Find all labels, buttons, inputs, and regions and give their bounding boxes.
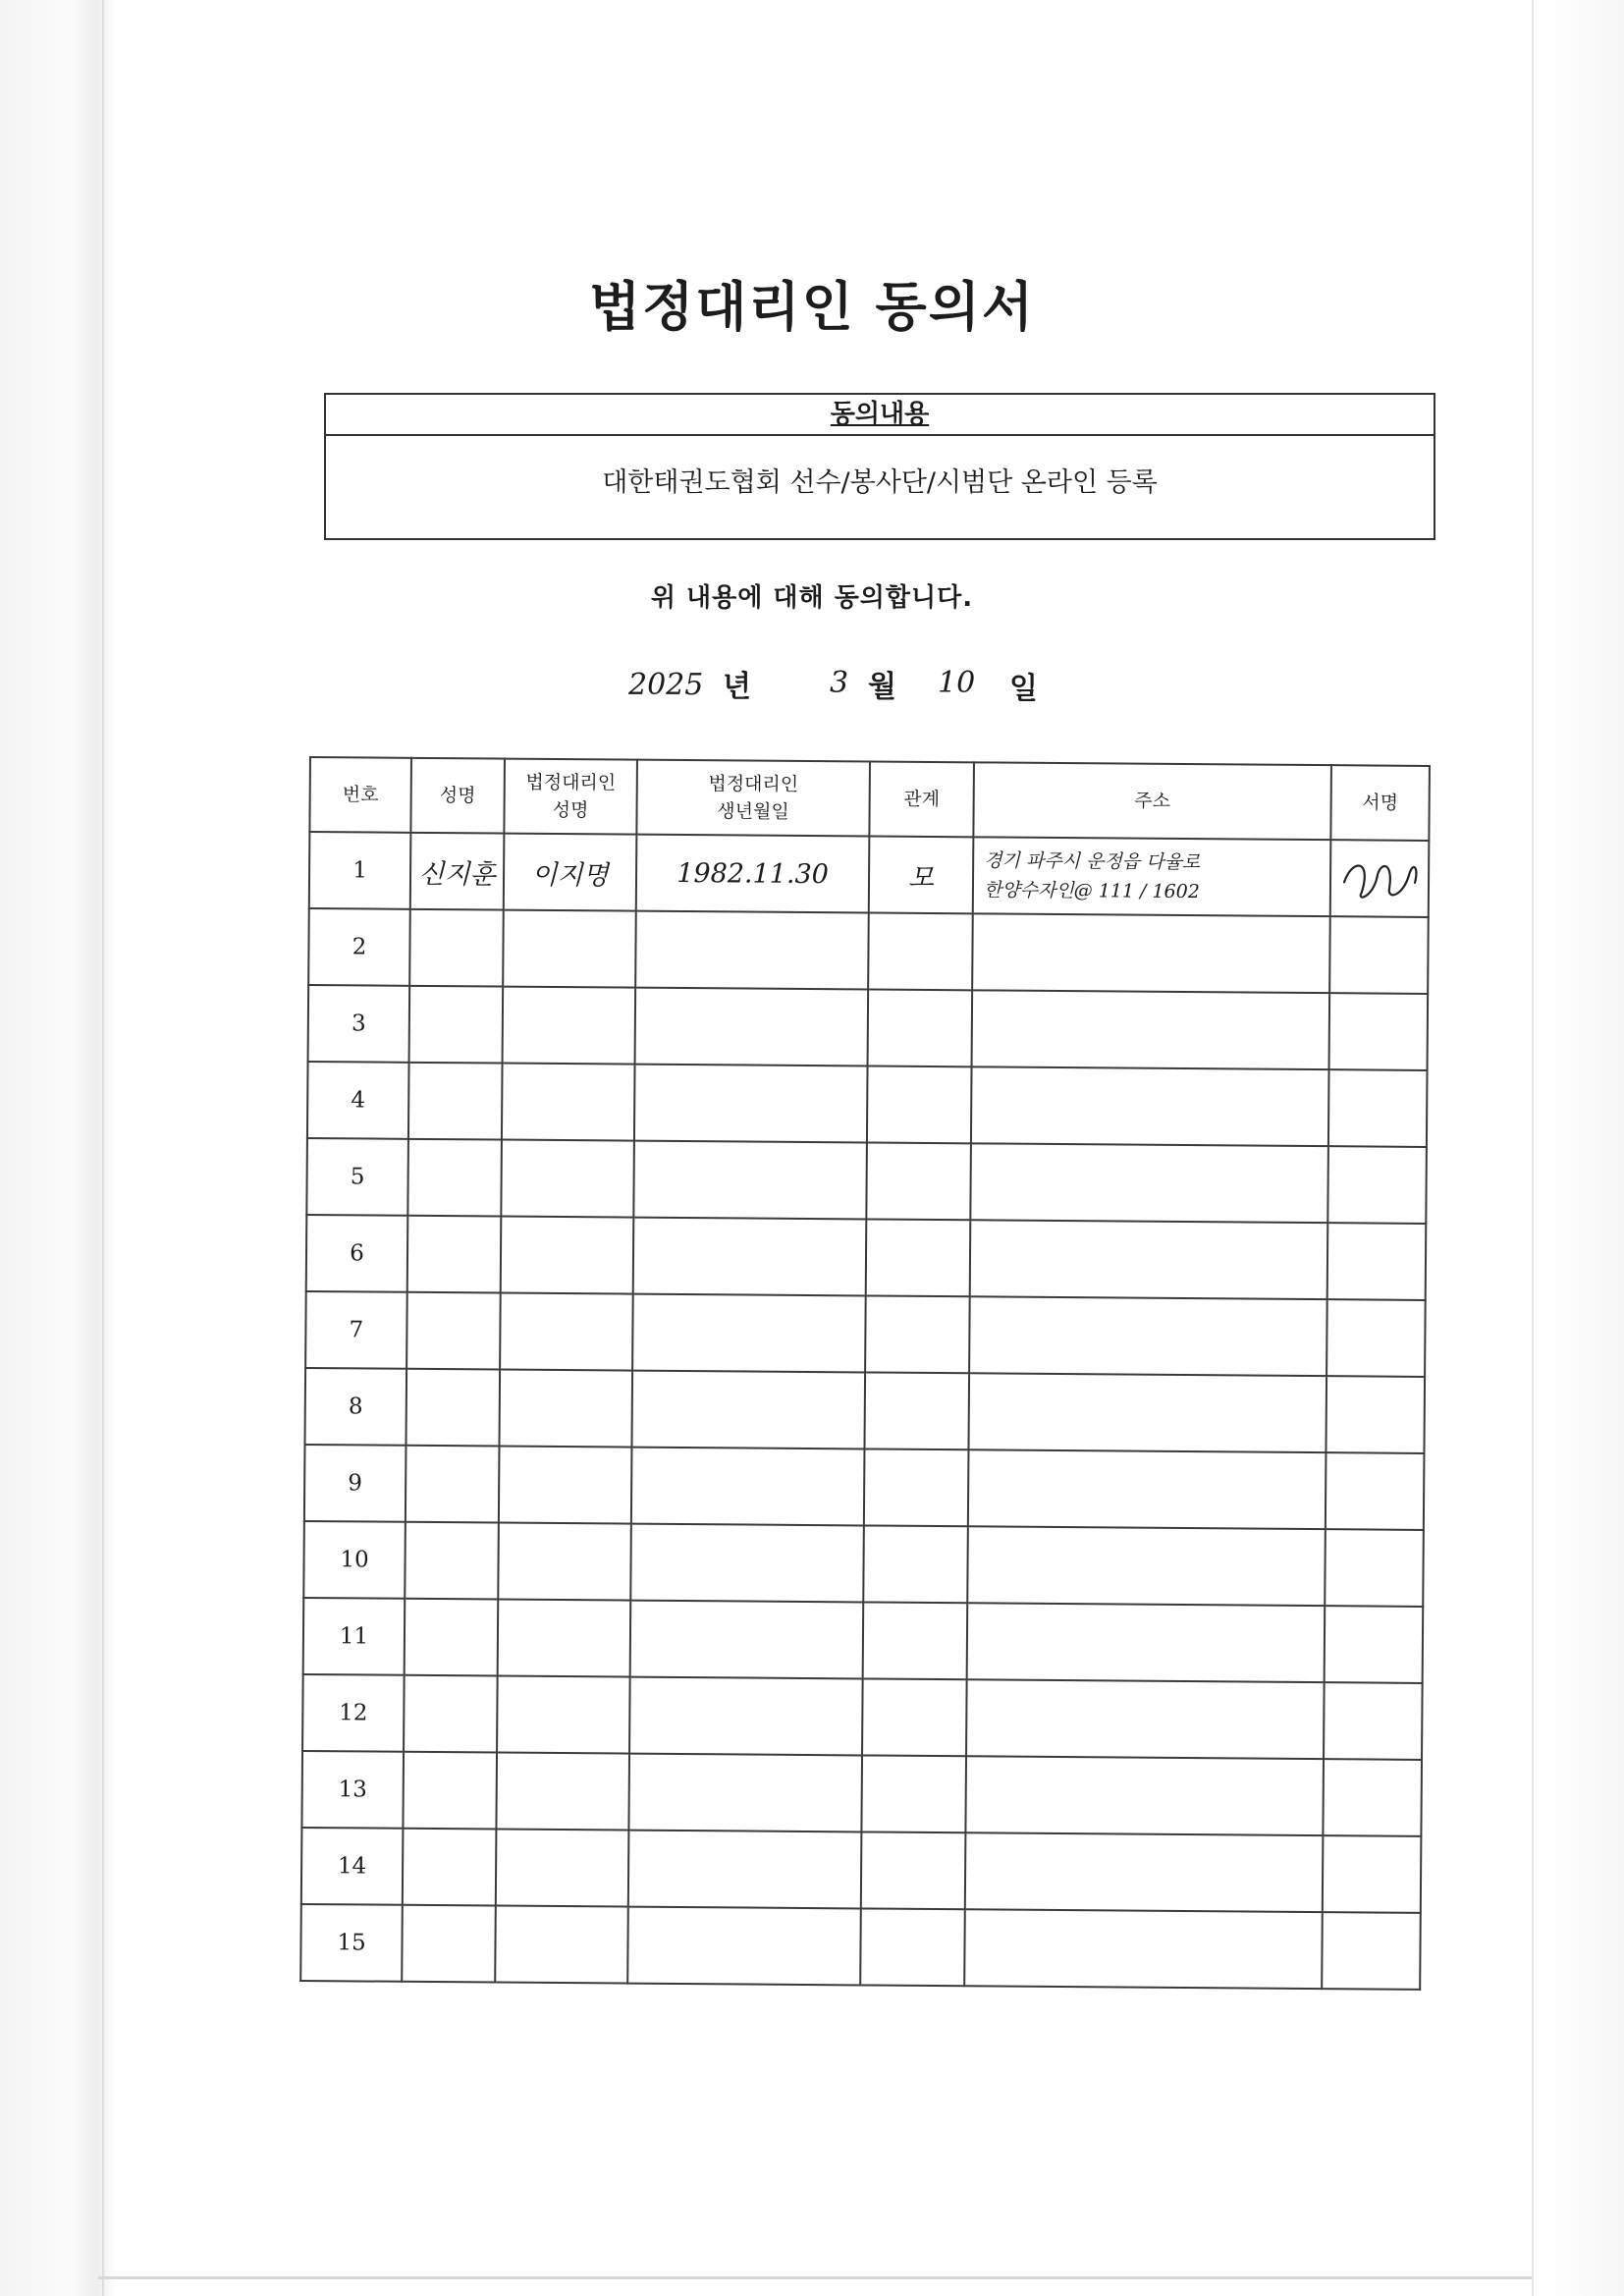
row-name	[403, 1752, 497, 1830]
consent-header	[326, 395, 1434, 436]
row-address	[968, 1373, 1326, 1452]
row-relation: 모	[869, 836, 974, 913]
row-address	[970, 1143, 1328, 1223]
row-relation	[860, 1908, 965, 1986]
row-guardian-name	[503, 910, 636, 988]
row-relation	[861, 1755, 966, 1832]
row-relation	[866, 1142, 971, 1220]
header-guardian-name: 법정대리인 성명	[504, 759, 637, 835]
row-name	[405, 1522, 499, 1600]
row-relation	[864, 1449, 969, 1526]
row-guardian-birth	[628, 1754, 862, 1832]
row-name	[407, 1216, 502, 1293]
agree-statement: 위 내용에 대해 동의합니다.	[650, 583, 974, 613]
row-guardian-name	[503, 987, 636, 1065]
row-relation	[866, 1219, 971, 1296]
table-row	[303, 1598, 1424, 1683]
row-guardian-name	[497, 1676, 630, 1754]
row-guardian-name	[496, 1830, 629, 1907]
row-number: 2	[308, 908, 410, 986]
date-day-label: 일	[1009, 672, 1038, 706]
scan-edge-right	[1534, 0, 1624, 2296]
row-signature	[1323, 1759, 1422, 1836]
consent-content: 대한태권도협회 선수/봉사단/시범단 온라인 등록	[602, 467, 1158, 498]
row-signature	[1329, 993, 1429, 1070]
date-day: 10	[938, 666, 976, 700]
date-month-label: 월	[868, 670, 896, 704]
table-row	[302, 1674, 1423, 1760]
row-signature	[1326, 1376, 1425, 1453]
header-no: 번호	[309, 757, 411, 833]
row-signature	[1322, 1912, 1421, 1990]
row-name	[406, 1369, 500, 1447]
row-number: 7	[305, 1291, 407, 1369]
row-name	[405, 1599, 499, 1676]
table-row	[306, 1215, 1427, 1300]
row-guardian-name	[499, 1370, 632, 1448]
header-relation: 관계	[869, 761, 974, 837]
row-guardian-name	[502, 1064, 635, 1141]
row-guardian-birth	[630, 1524, 864, 1603]
row-guardian-birth	[630, 1601, 864, 1679]
row-relation	[864, 1372, 969, 1449]
date-year: 2025	[628, 668, 704, 702]
row-relation	[868, 912, 973, 990]
consent-header-label: 동의내용	[830, 400, 930, 429]
row-address	[965, 1756, 1324, 1835]
row-guardian-birth	[628, 1831, 862, 1909]
row-guardian-birth	[632, 1294, 866, 1373]
table-row	[304, 1445, 1425, 1530]
table-row	[309, 832, 1430, 917]
table-row	[306, 1138, 1427, 1224]
row-address	[967, 1603, 1326, 1682]
row-name	[406, 1446, 500, 1523]
signature-mark	[1338, 852, 1421, 904]
row-name: 신지훈	[410, 833, 505, 910]
row-name	[409, 986, 504, 1064]
row-signature	[1327, 1223, 1427, 1300]
row-signature	[1323, 1835, 1422, 1913]
date-month: 3	[830, 666, 849, 700]
table-row	[304, 1368, 1425, 1453]
row-number: 14	[301, 1828, 404, 1905]
row-address	[972, 990, 1330, 1069]
row-number: 8	[304, 1368, 406, 1446]
scan-line-left	[102, 0, 104, 2296]
row-number: 12	[302, 1674, 405, 1752]
row-address	[968, 1449, 1326, 1529]
table-row	[308, 985, 1429, 1070]
table-row	[307, 1062, 1428, 1147]
row-address-line: 한양수자인@ 111 / 1602	[983, 879, 1200, 903]
row-number: 1	[309, 832, 411, 909]
row-address	[967, 1526, 1326, 1606]
row-guardian-birth	[629, 1677, 863, 1756]
scan-edge-left	[0, 0, 116, 2296]
row-address	[969, 1296, 1327, 1376]
row-guardian-name	[499, 1447, 632, 1524]
header-signature: 서명	[1330, 765, 1430, 841]
table-header-row	[309, 757, 1430, 841]
row-guardian-birth	[627, 1907, 861, 1986]
table-row	[301, 1828, 1422, 1913]
row-guardian-name	[498, 1600, 631, 1677]
row-address	[964, 1909, 1323, 1989]
row-number: 9	[304, 1445, 406, 1522]
row-signature	[1326, 1452, 1425, 1530]
row-number: 3	[308, 985, 410, 1063]
row-address	[970, 1220, 1328, 1299]
row-address	[973, 837, 1331, 916]
row-name	[403, 1829, 497, 1906]
row-signature	[1328, 1069, 1428, 1147]
row-relation	[861, 1831, 966, 1909]
row-guardian-birth	[633, 1141, 867, 1220]
table-row	[301, 1751, 1422, 1836]
row-guardian-birth	[634, 1065, 868, 1143]
date-year-label: 년	[723, 670, 751, 704]
scan-bottom-edge	[98, 2276, 1532, 2279]
table-row	[303, 1521, 1424, 1607]
table-row	[305, 1291, 1426, 1377]
row-number: 13	[301, 1751, 404, 1829]
row-signature	[1330, 840, 1430, 917]
row-guardian-name	[501, 1217, 634, 1294]
row-guardian-name	[495, 1906, 628, 1984]
row-relation	[867, 1066, 972, 1143]
row-name	[406, 1292, 501, 1370]
consent-box	[324, 393, 1435, 540]
row-number: 10	[303, 1521, 406, 1599]
row-address	[966, 1679, 1325, 1759]
row-number: 11	[303, 1598, 406, 1675]
row-guardian-birth	[633, 1218, 867, 1296]
row-guardian-birth: 1982.11.30	[636, 835, 870, 913]
row-address	[971, 1066, 1329, 1146]
row-relation	[863, 1525, 968, 1603]
row-guardian-name	[500, 1293, 633, 1371]
row-guardian-birth	[631, 1448, 865, 1526]
row-guardian-birth	[631, 1371, 865, 1449]
row-address-line: 경기 파주시 운정읍 다율로	[984, 849, 1201, 874]
row-guardian-name	[498, 1523, 631, 1601]
row-guardian-name	[501, 1140, 634, 1218]
header-address: 주소	[973, 762, 1331, 840]
row-name	[407, 1139, 502, 1217]
header-name: 성명	[410, 758, 505, 834]
row-guardian-name	[496, 1753, 629, 1831]
row-address	[972, 913, 1330, 993]
table-row	[300, 1904, 1421, 1990]
row-name	[408, 1063, 503, 1140]
row-signature	[1326, 1299, 1426, 1377]
scan-line-right	[1532, 0, 1534, 2296]
row-guardian-birth	[635, 911, 869, 990]
header-guardian-birth: 법정대리인 생년월일	[636, 760, 870, 837]
document-title: 법정대리인 동의서	[588, 276, 1036, 338]
row-signature	[1329, 916, 1429, 994]
row-signature	[1325, 1606, 1424, 1683]
row-name	[409, 909, 504, 987]
row-signature	[1324, 1682, 1423, 1760]
row-address	[965, 1832, 1324, 1912]
registration-table	[299, 756, 1431, 1991]
row-relation	[865, 1295, 970, 1373]
row-name	[402, 1905, 496, 1983]
row-guardian-birth	[635, 988, 869, 1066]
row-relation	[868, 989, 973, 1066]
row-relation	[862, 1678, 967, 1756]
row-name	[404, 1675, 498, 1753]
table-row	[308, 908, 1429, 994]
row-number: 4	[307, 1062, 409, 1139]
row-number: 5	[306, 1138, 408, 1216]
date-line	[628, 658, 1119, 717]
row-guardian-name: 이지명	[504, 834, 637, 911]
row-number: 6	[306, 1215, 408, 1292]
row-number: 15	[300, 1904, 403, 1982]
row-relation	[863, 1602, 968, 1679]
row-signature	[1325, 1529, 1424, 1607]
row-signature	[1327, 1146, 1427, 1224]
